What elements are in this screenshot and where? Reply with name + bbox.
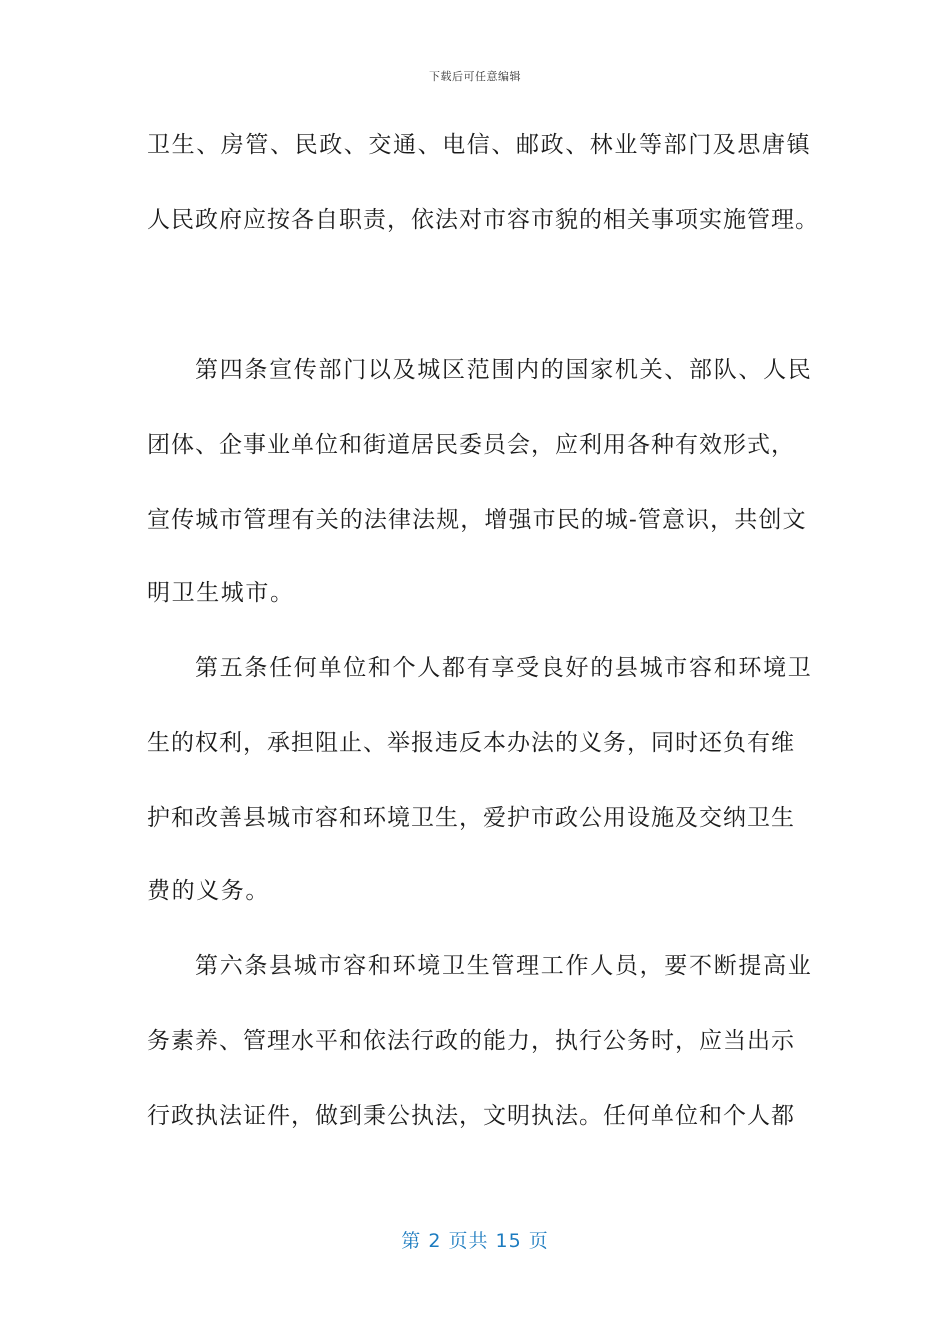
body-line: 人民政府应按各自职责，依法对市容市貌的相关事项实施管理。 xyxy=(147,207,819,233)
body-line: 费的义务。 xyxy=(147,878,270,904)
body-line: 宣传城市管理有关的法律法规，增强市民的城-管意识，共创文 xyxy=(147,507,807,533)
body-line: 第六条县城市容和环境卫生管理工作人员，要不断提高业 xyxy=(195,953,813,979)
body-line: 务素养、管理水平和依法行政的能力，执行公务时，应当出示 xyxy=(147,1028,795,1054)
body-line: 卫生、房管、民政、交通、电信、邮政、林业等部门及思唐镇 xyxy=(147,132,812,158)
body-line: 团体、企事业单位和街道居民委员会，应利用各种有效形式， xyxy=(147,432,795,458)
body-line: 护和改善县城市容和环境卫生，爱护市政公用设施及交纳卫生 xyxy=(147,805,795,831)
body-line: 行政执法证件，做到秉公执法，文明执法。任何单位和个人都 xyxy=(147,1103,795,1129)
body-line: 明卫生城市。 xyxy=(147,580,295,606)
body-line: 第五条任何单位和个人都有享受良好的县城市容和环境卫 xyxy=(195,655,813,681)
page-footer: 第 2 页共 15 页 xyxy=(401,1230,549,1252)
body-line: 第四条宣传部门以及城区范围内的国家机关、部队、人民 xyxy=(195,357,813,383)
header-note: 下载后可任意编辑 xyxy=(429,70,521,83)
body-line: 生的权利，承担阻止、举报违反本办法的义务，同时还负有维 xyxy=(147,730,795,756)
